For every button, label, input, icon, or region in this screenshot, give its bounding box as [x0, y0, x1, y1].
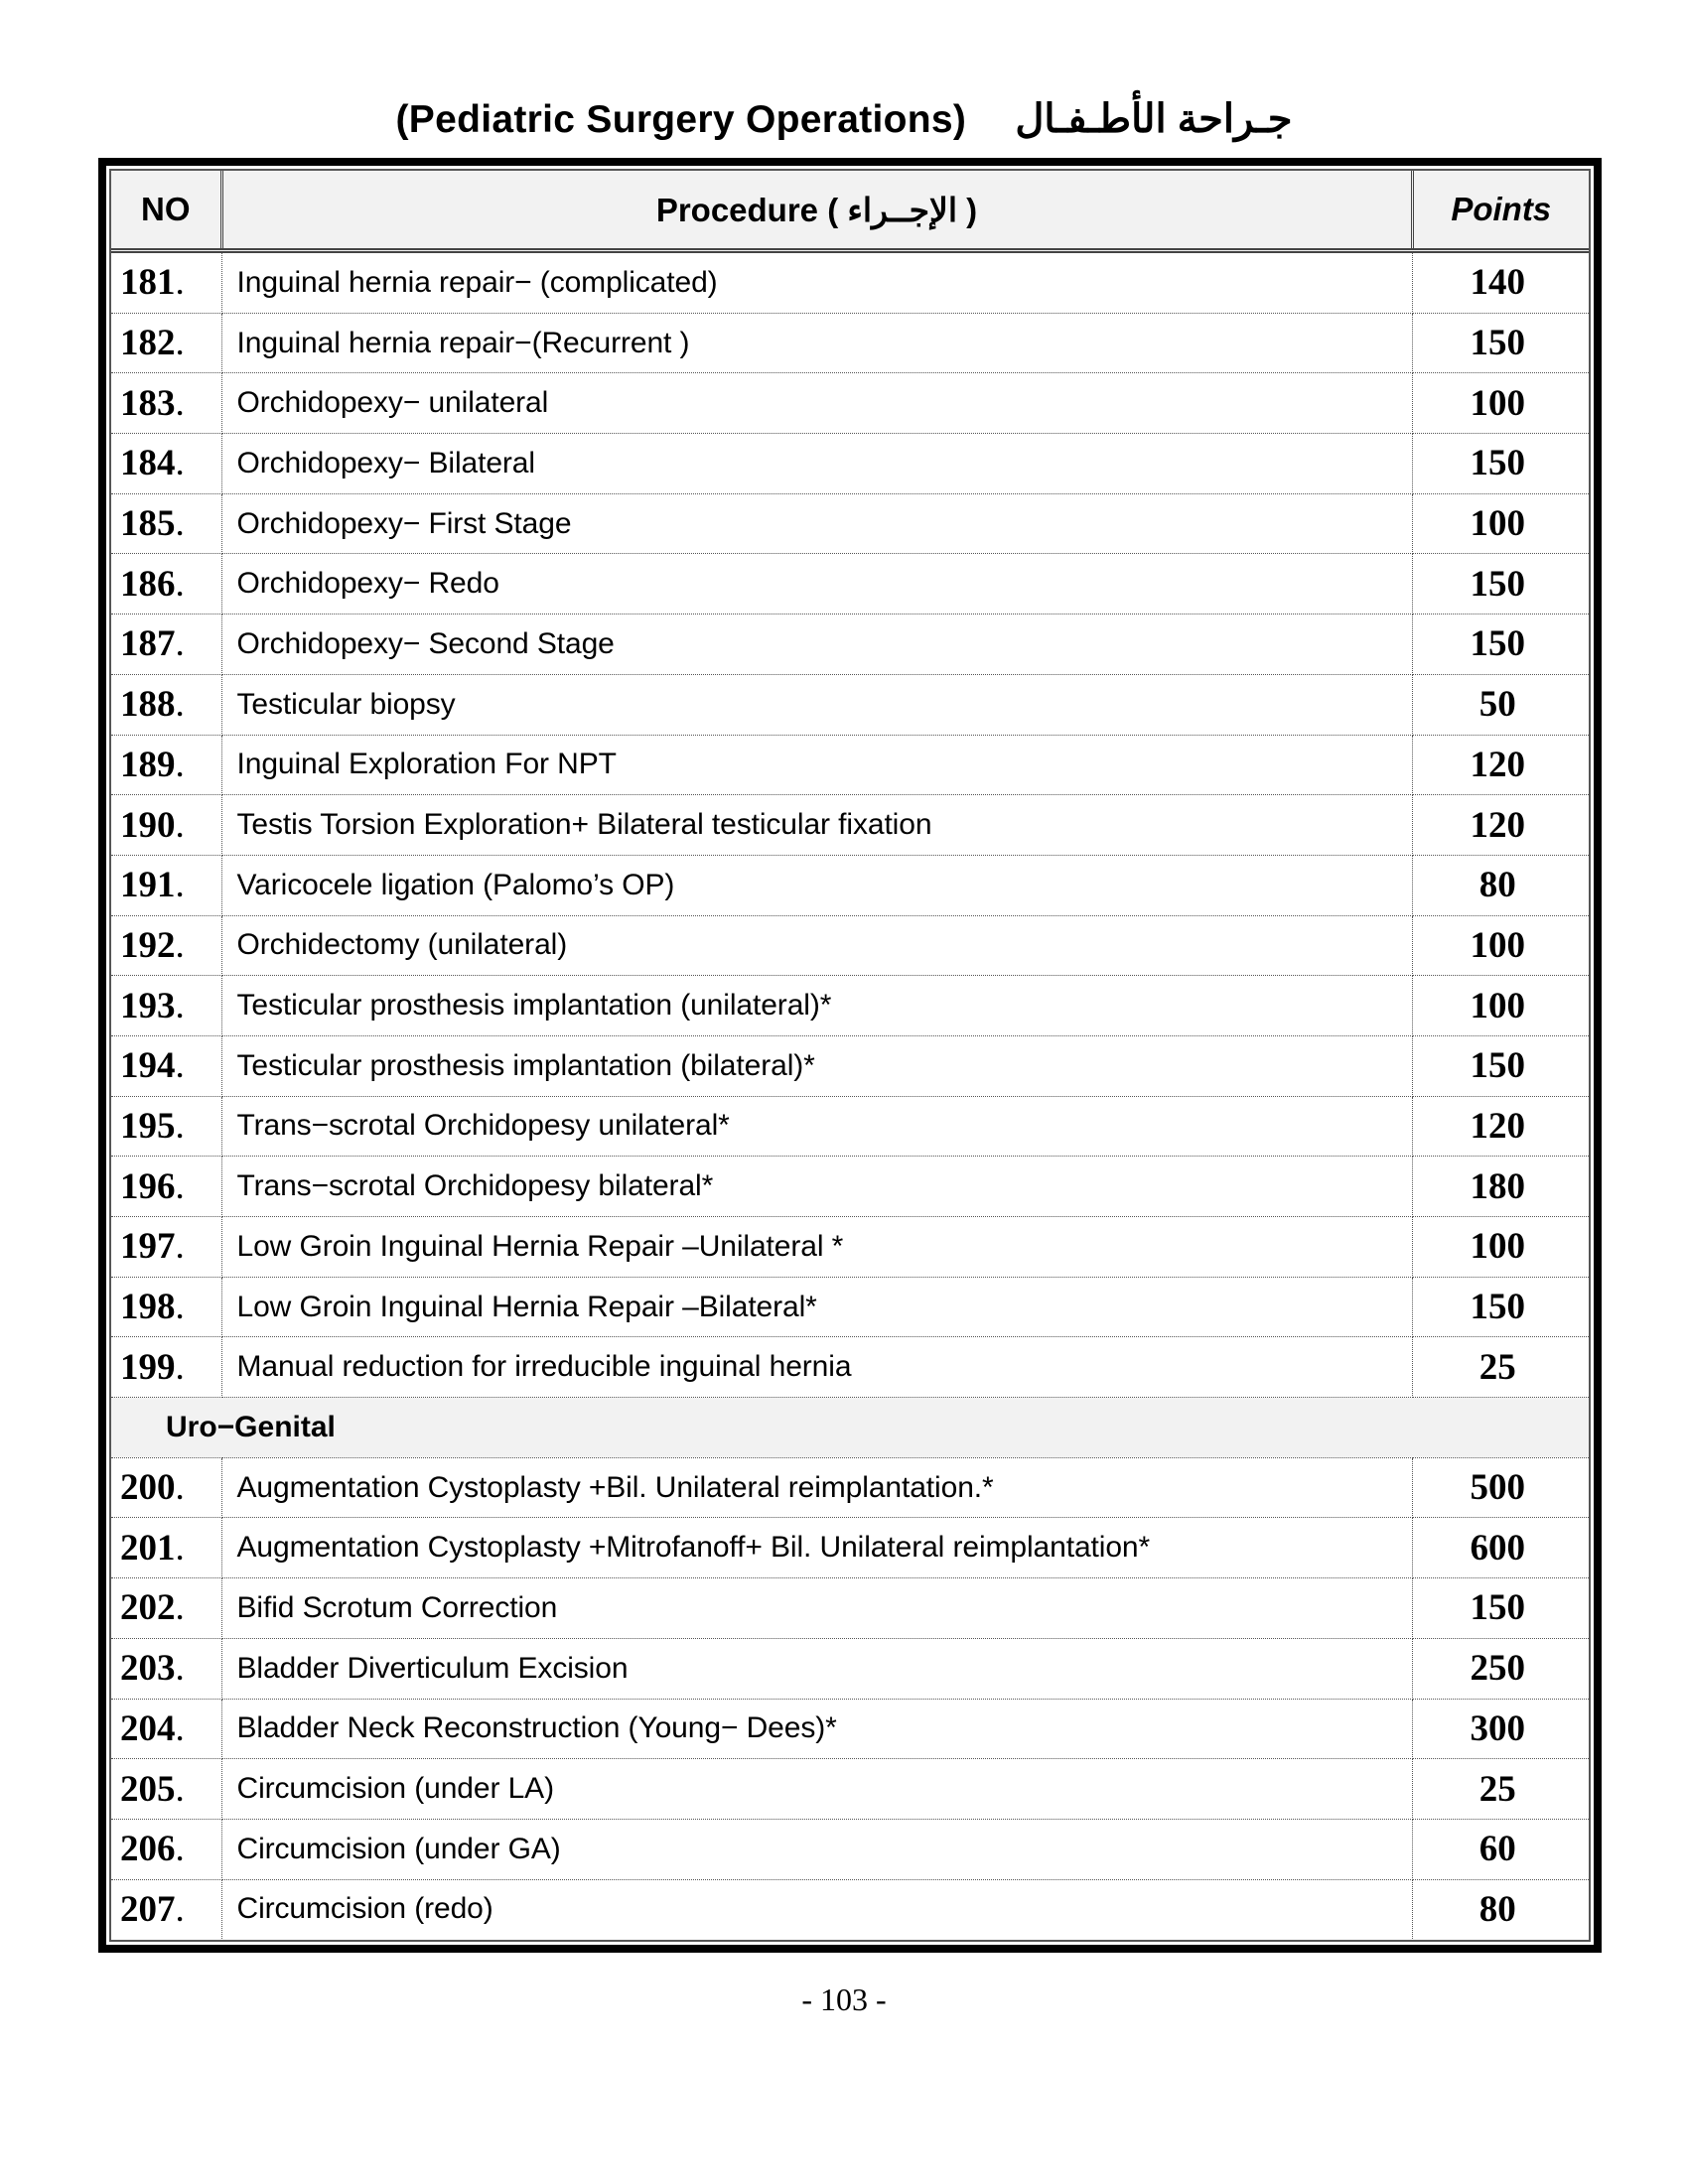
- row-number: 190.: [111, 795, 221, 856]
- procedure-points: 120: [1412, 795, 1589, 856]
- column-header-points: Points: [1412, 171, 1589, 251]
- procedure-name: Circumcision (under GA): [221, 1819, 1412, 1879]
- procedure-points: 150: [1412, 1035, 1589, 1096]
- row-number: 182.: [111, 313, 221, 373]
- procedure-points: 60: [1412, 1819, 1589, 1879]
- procedure-name: Testicular prosthesis implantation (unilateral)*: [221, 976, 1412, 1036]
- procedure-name: Augmentation Cystoplasty +Bil. Unilateral reimplantation.*: [221, 1457, 1412, 1518]
- table-header-row: [111, 171, 1589, 251]
- procedure-name: Augmentation Cystoplasty +Mitrofanoff+ Bil. Unilateral reimplantation*: [221, 1518, 1412, 1578]
- procedure-name: Orchidopexy− Redo: [221, 554, 1412, 614]
- row-number: 204.: [111, 1699, 221, 1759]
- procedure-points: 140: [1412, 251, 1589, 314]
- procedure-points: 80: [1412, 855, 1589, 915]
- procedure-points: 150: [1412, 1578, 1589, 1639]
- procedure-name: Inguinal Exploration For NPT: [221, 735, 1412, 795]
- page-title-english: (Pediatric Surgery Operations): [395, 98, 967, 141]
- procedure-name: Circumcision (under LA): [221, 1759, 1412, 1820]
- row-number: 183.: [111, 373, 221, 434]
- row-number: 191.: [111, 855, 221, 915]
- row-number: 181.: [111, 251, 221, 314]
- table-row: [111, 1518, 1589, 1578]
- procedure-points: 25: [1412, 1759, 1589, 1820]
- row-number: 192.: [111, 915, 221, 976]
- row-number: 185.: [111, 493, 221, 554]
- procedure-points: 500: [1412, 1457, 1589, 1518]
- page-title-arabic: جـراحة الأطـفـال: [1015, 97, 1293, 141]
- procedure-points: 120: [1412, 1096, 1589, 1157]
- table-row: [111, 1035, 1589, 1096]
- procedure-name: Trans−scrotal Orchidopesy bilateral*: [221, 1157, 1412, 1217]
- procedure-name: Testicular biopsy: [221, 674, 1412, 735]
- procedure-points: 80: [1478, 1888, 1516, 1930]
- procedure-points: 150: [1412, 614, 1589, 675]
- procedure-points: 100: [1412, 976, 1589, 1036]
- procedure-name: Orchidopexy− Bilateral: [221, 434, 1412, 494]
- table-row: [111, 1096, 1589, 1157]
- row-number: 184.: [111, 434, 221, 494]
- procedure-name: Bladder Diverticulum Excision: [221, 1638, 1412, 1699]
- procedure-points: 120: [1412, 735, 1589, 795]
- table-row: [111, 554, 1589, 614]
- procedures-table: [111, 171, 1589, 1939]
- row-number: 200.: [111, 1457, 221, 1518]
- row-number: 195.: [111, 1096, 221, 1157]
- page-title: [0, 94, 1688, 145]
- section-header-uro-genital: Uro−Genital: [111, 1398, 1589, 1458]
- procedure-points: 100: [1412, 915, 1589, 976]
- row-number: 198.: [111, 1277, 221, 1337]
- table-row: [111, 915, 1589, 976]
- procedure-points: 600: [1412, 1518, 1589, 1578]
- row-number: 199.: [111, 1337, 221, 1398]
- row-number: 188.: [111, 674, 221, 735]
- row-number: 203.: [111, 1638, 221, 1699]
- procedure-points: 150: [1412, 554, 1589, 614]
- procedure-points: 100: [1412, 1217, 1589, 1278]
- row-number: 189.: [111, 735, 221, 795]
- procedure-name: Manual reduction for irreducible inguinal hernia: [221, 1337, 1412, 1398]
- procedure-name: Bladder Neck Reconstruction (Young− Dees)*: [221, 1699, 1412, 1759]
- page-number: - 103 -: [801, 1981, 887, 2017]
- row-number: 201.: [111, 1518, 221, 1578]
- row-number: 202.: [111, 1578, 221, 1639]
- row-number: 186.: [111, 554, 221, 614]
- procedure-points: 100: [1412, 493, 1589, 554]
- procedures-table-body: [111, 251, 1589, 1940]
- procedure-name: Testis Torsion Exploration+ Bilateral testicular fixation: [221, 795, 1412, 856]
- procedure-name: Varicocele ligation (Palomo’s OP): [221, 855, 1412, 915]
- procedure-points: 250: [1412, 1638, 1589, 1699]
- procedure-name: Bifid Scrotum Correction: [221, 1578, 1412, 1639]
- procedure-name: Orchidopexy− Second Stage: [221, 614, 1412, 675]
- row-number: 193.: [111, 976, 221, 1036]
- procedure-points: 25: [1412, 1337, 1589, 1398]
- row-number: 205.: [111, 1759, 221, 1820]
- procedure-points: 150: [1412, 313, 1589, 373]
- procedure-points: 150: [1412, 1277, 1589, 1337]
- row-number: 187.: [111, 614, 221, 675]
- procedure-name: Low Groin Inguinal Hernia Repair –Bilateral*: [221, 1277, 1412, 1337]
- procedure-points: 100: [1412, 373, 1589, 434]
- row-number: 196.: [111, 1157, 221, 1217]
- table-row: [111, 1217, 1589, 1278]
- table-row: [111, 1337, 1589, 1398]
- section-header-row: [111, 1398, 1589, 1458]
- table-row: [111, 1819, 1589, 1879]
- procedure-name: Circumcision (redo): [221, 1879, 1412, 1939]
- procedure-name: Low Groin Inguinal Hernia Repair –Unilateral *: [221, 1217, 1412, 1278]
- table-row: [111, 251, 1589, 314]
- table-row: [111, 855, 1589, 915]
- procedure-name: Orchidopexy− First Stage: [221, 493, 1412, 554]
- table-row: [111, 1638, 1589, 1699]
- table-row: [111, 434, 1589, 494]
- table-row: [111, 1277, 1589, 1337]
- table-row: [111, 1157, 1589, 1217]
- procedure-points: 150: [1412, 434, 1589, 494]
- row-number: 206.: [111, 1819, 221, 1879]
- row-number: 194.: [111, 1035, 221, 1096]
- procedure-points: 50: [1412, 674, 1589, 735]
- procedure-name: Orchidopexy− unilateral: [221, 373, 1412, 434]
- column-header-no: NO: [111, 171, 221, 251]
- procedures-table-inner: [109, 169, 1591, 1942]
- column-header-procedure: Procedure ( الإجــراء ): [221, 171, 1412, 251]
- table-row: [111, 313, 1589, 373]
- procedure-points: 180: [1412, 1157, 1589, 1217]
- procedure-points: 300: [1412, 1699, 1589, 1759]
- procedure-name: Testicular prosthesis implantation (bilateral)*: [221, 1035, 1412, 1096]
- procedure-name: Trans−scrotal Orchidopesy unilateral*: [221, 1096, 1412, 1157]
- table-row: [111, 1457, 1589, 1518]
- table-row: [111, 614, 1589, 675]
- table-row: [111, 373, 1589, 434]
- procedure-name: Inguinal hernia repair−(Recurrent ): [221, 313, 1412, 373]
- table-row: [111, 1759, 1589, 1820]
- table-row: [111, 795, 1589, 856]
- table-row: [111, 976, 1589, 1036]
- table-row: [111, 1578, 1589, 1639]
- procedures-table-frame: [98, 158, 1602, 1953]
- row-number: 207.: [111, 1879, 221, 1939]
- row-number: 197.: [111, 1217, 221, 1278]
- table-row: [111, 674, 1589, 735]
- table-row: [111, 1879, 1589, 1939]
- table-row: [111, 493, 1589, 554]
- procedure-name: Orchidectomy (unilateral): [221, 915, 1412, 976]
- procedure-name: Inguinal hernia repair− (complicated): [221, 251, 1412, 314]
- table-row: [111, 735, 1589, 795]
- table-row: [111, 1699, 1589, 1759]
